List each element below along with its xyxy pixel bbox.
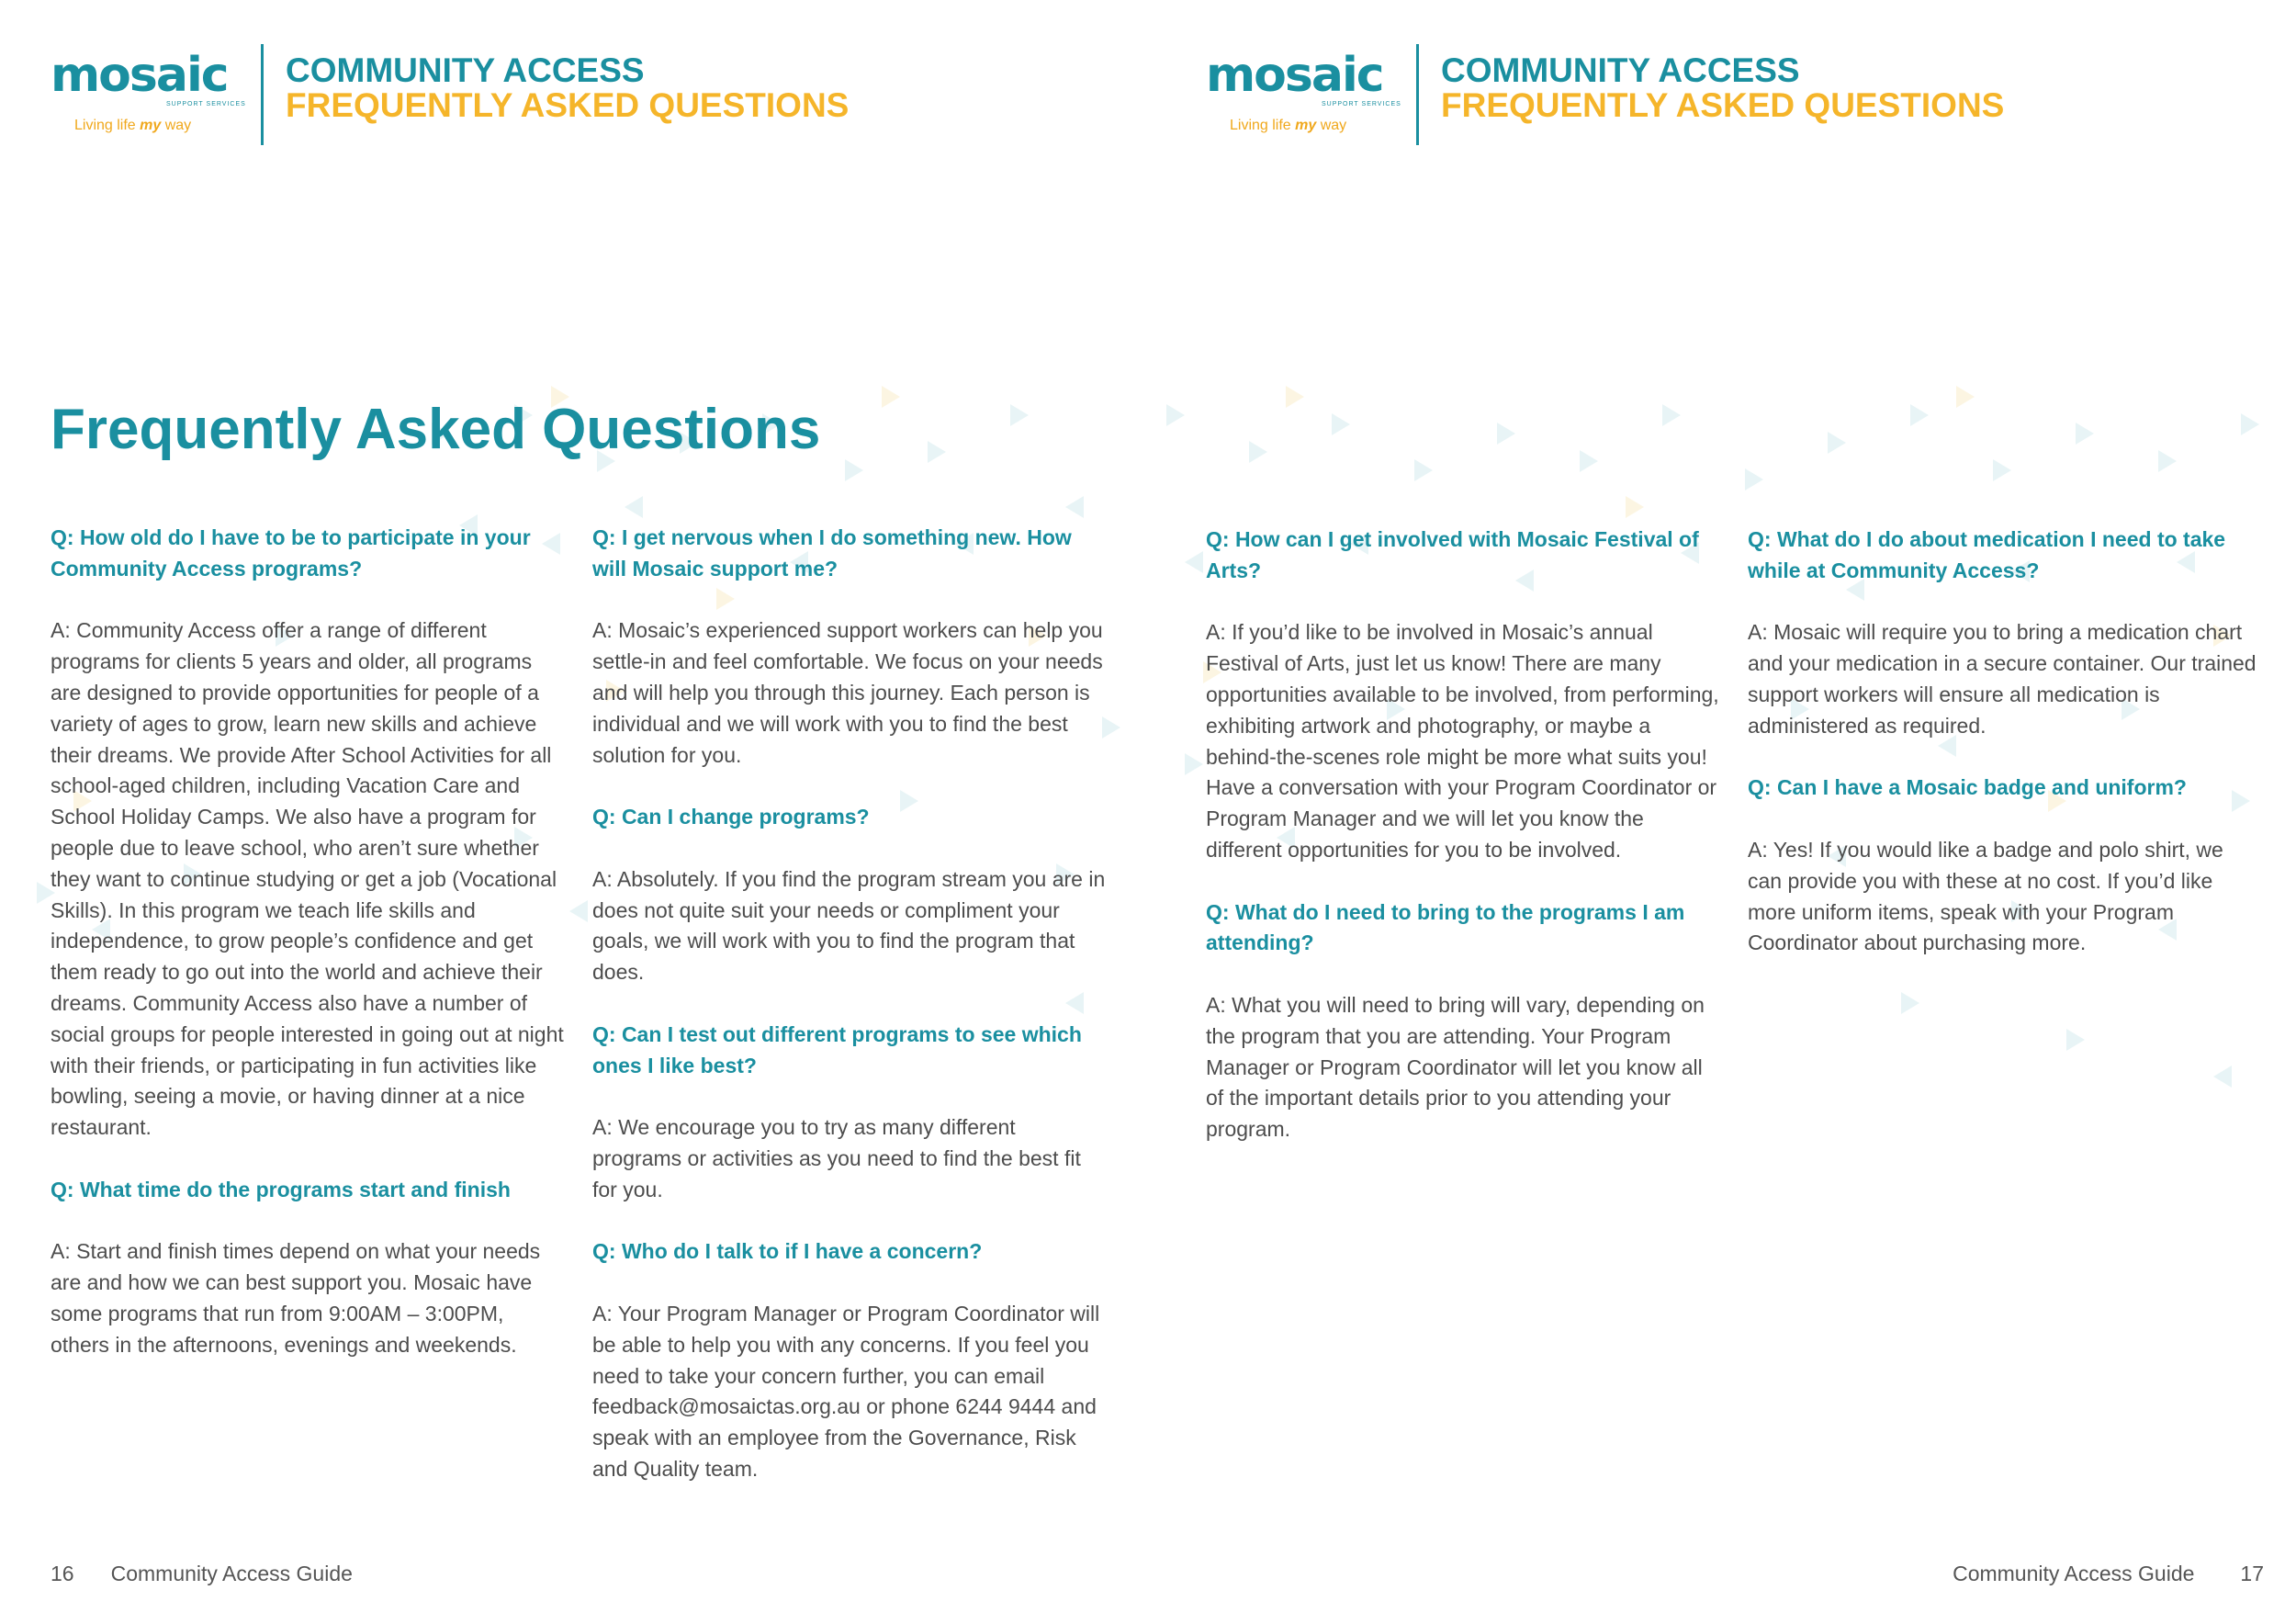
- faq-answer: A: Start and finish times depend on what your needs are and how we can best support you. Mosaic have some programs that run from 9:00AM – 3:00PM, others in the afternoons, evenings and weekends.: [51, 1239, 541, 1357]
- faq-answer: A: If you’d like to be involved in Mosaic’s annual Festival of Arts, just let us know! There are many opportunities available to be involved, from performing, exhibiting artwork and photography, or maybe a behind-the-scenes role might be more what suits you! Have a conversation with your Program Coordinator or Program Manager and we will let you know the different opportunities for you to be involved.: [1206, 620, 1719, 862]
- page-number: 16: [51, 1562, 74, 1585]
- footer-text: Community Access Guide: [110, 1562, 353, 1585]
- footer-text: Community Access Guide: [1953, 1562, 2195, 1585]
- mosaic-logo: [51, 48, 246, 140]
- page-footer: [1953, 1562, 2264, 1586]
- faq-question: Q: What time do the programs start and finish: [51, 1177, 511, 1201]
- tagline-pre: Living life: [1230, 118, 1296, 133]
- header-title-line1: COMMUNITY ACCESS: [1441, 51, 1800, 89]
- page-number: 17: [2240, 1562, 2264, 1585]
- tagline-emphasis: my: [1295, 118, 1317, 133]
- faq-column-2: [592, 523, 1107, 1517]
- logo-tagline: [1230, 118, 1346, 134]
- faq-answer: A: Your Program Manager or Program Coordinator will be able to help you with any concerns. If you feel you need to take your concern further, you can email feedback@mosaictas.org.au or phone 6244 9444 and speak with an employee from the Governance, Risk and Quality team.: [592, 1301, 1100, 1481]
- header-title-line2: FREQUENTLY ASKED QUESTIONS: [286, 86, 850, 124]
- faq-answer: A: We encourage you to try as many different programs or activities as you need to find the best fit for you.: [592, 1115, 1081, 1201]
- faq-question: Q: What do I do about medication I need to take while at Community Access?: [1748, 527, 2226, 582]
- logo-wordmark: mosaic: [1206, 48, 1383, 103]
- header-divider: [1416, 44, 1419, 145]
- faq-answer: A: Yes! If you would like a badge and polo shirt, we can provide you with these at no cost. If you’d like more uniform items, speak with your Program Coordinator about purchasing more.: [1748, 837, 2223, 955]
- page-title: Frequently Asked Questions: [51, 398, 821, 461]
- faq-answer: A: Mosaic’s experienced support workers can help you settle-in and feel comfortable. We focus on your needs and will help you through this journey. Each person is individual and we will work with you to find the best solution for you.: [592, 618, 1103, 767]
- faq-column-4: [1748, 524, 2262, 990]
- page-right: [1148, 0, 2296, 1624]
- faq-question: Q: Can I test out different programs to see which ones I like best?: [592, 1021, 1082, 1077]
- faq-question: Q: I get nervous when I do something new. How will Mosaic support me?: [592, 525, 1072, 581]
- faq-question: Q: What do I need to bring to the programs I am attending?: [1206, 899, 1685, 955]
- tagline-post: way: [161, 118, 192, 133]
- faq-question: Q: How can I get involved with Mosaic Festival of Arts?: [1206, 527, 1699, 582]
- faq-answer: A: What you will need to bring will vary, depending on the program that you are attending. Your Program Manager or Program Coordinator will let you know all of the important details prior to you attending your program.: [1206, 992, 1705, 1142]
- logo-subtext: SUPPORT SERVICES: [1322, 101, 1401, 107]
- header-divider: [261, 44, 264, 145]
- tagline-pre: Living life: [74, 118, 141, 133]
- header-title-line1: COMMUNITY ACCESS: [286, 51, 645, 89]
- mosaic-logo: [1206, 48, 1401, 140]
- faq-answer: A: Absolutely. If you find the program stream you are in does not quite suit your needs or compliment your goals, we will work with you to find the program that does.: [592, 866, 1106, 985]
- faq-question: Q: Can I have a Mosaic badge and uniform?: [1748, 775, 2187, 800]
- faq-column-1: [51, 523, 565, 1392]
- logo-subtext: SUPPORT SERVICES: [166, 101, 246, 107]
- tagline-emphasis: my: [140, 118, 162, 133]
- faq-question: Q: Who do I talk to if I have a concern?: [592, 1239, 983, 1264]
- faq-answer: A: Mosaic will require you to bring a medication chart and your medication in a secure container. Our trained support workers will ensure all medication is administered as required.: [1748, 620, 2257, 738]
- header-title-line2: FREQUENTLY ASKED QUESTIONS: [1441, 86, 2005, 124]
- faq-question: Q: How old do I have to be to participate in your Community Access programs?: [51, 525, 531, 581]
- logo-tagline: [74, 118, 191, 134]
- logo-wordmark: mosaic: [51, 48, 228, 103]
- tagline-post: way: [1316, 118, 1347, 133]
- faq-column-3: [1206, 524, 1720, 1177]
- faq-question: Q: Can I change programs?: [592, 805, 870, 829]
- page-footer: [51, 1562, 353, 1586]
- faq-answer: A: Community Access offer a range of different programs for clients 5 years and older, all programs are designed to provide opportunities for people of a variety of ages to grow, learn new skills and achieve their dreams. We provide After School Activities for all school-aged children, including Vacation Care and School Holiday Camps. We also have a program for people due to leave school, who aren’t sure whether they want to continue studying or get a job (Vocational Skills). In this program we teach life skills and independence, to grow people’s confidence and get them ready to go out into the world and achieve their dreams. Community Access also have a number of social groups for people interested in going out at night with their friends, or participating in fun activities like bowling, seeing a movie, or having dinner at a nice restaurant.: [51, 618, 564, 1140]
